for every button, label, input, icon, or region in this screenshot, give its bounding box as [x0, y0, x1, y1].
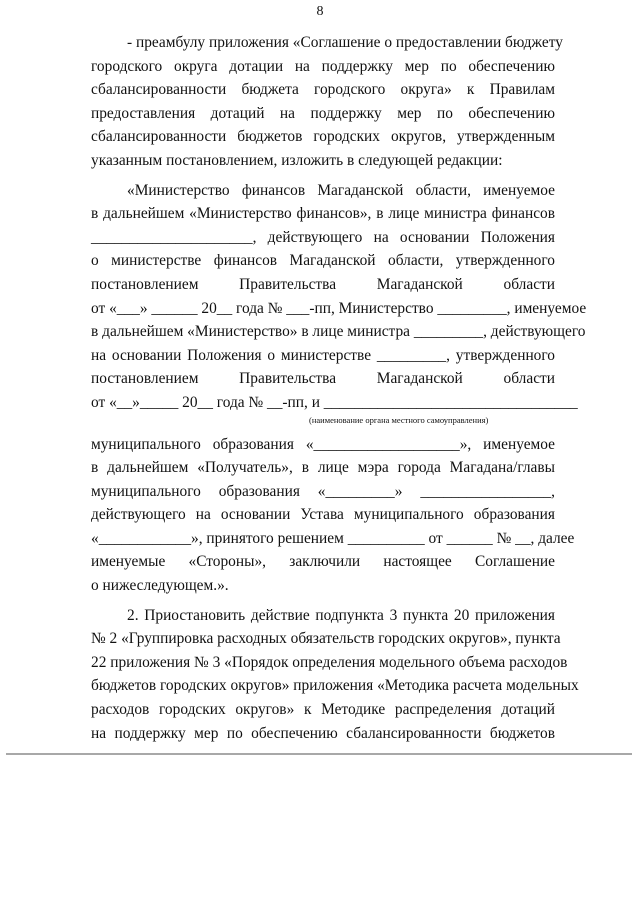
text-line: - преамбулу приложения «Соглашение о предоставлении бюджету — [127, 34, 563, 51]
document-body — [91, 31, 587, 745]
paragraph-item-2 — [91, 604, 579, 746]
text-line: сбалансированности бюджетов городских округов, утвержденным — [91, 128, 555, 146]
text-line: указанным постановлением, изложить в следующей редакции: — [91, 151, 503, 169]
page-number: 8 — [316, 4, 324, 19]
text-line: _____________________, действующего на основании Положения — [91, 228, 555, 246]
paragraph-agreement-part1 — [91, 179, 587, 415]
text-line: постановлением Правительства Магаданской области — [91, 370, 555, 388]
text-line: муниципального образования «___________________», именуемое — [91, 435, 555, 453]
text-line: «____________», принятого решением __________ от ______ № __, далее — [91, 529, 575, 547]
text-line: в дальнейшем «Министерство финансов», в лице министра финансов — [91, 205, 555, 223]
text-line: действующего на основании Устава муниципального образования — [91, 506, 555, 524]
paragraph-preamble-intro — [91, 31, 563, 173]
text-line: «Министерство финансов Магаданской области, именуемое — [127, 181, 555, 199]
text-line: именуемые «Стороны», заключили настоящее Соглашение — [91, 553, 555, 571]
text-line: о нижеследующем.». — [91, 577, 229, 595]
text-line: на основании Положения о министерстве _________, утвержденного — [91, 346, 555, 364]
page-separator-line — [6, 753, 632, 755]
field-caption: (наименование органа местного самоуправления) — [309, 414, 489, 425]
text-line: сбалансированности бюджета городского округа» к Правилам — [91, 81, 555, 99]
text-line: бюджетов городских округов» приложения «Методика расчета модельных — [91, 677, 579, 695]
text-line: от «___» ______ 20__ года № ___-пп, Министерство _________, именуемое — [91, 299, 587, 317]
text-line: городского округа дотации на поддержку мер по обеспечению — [91, 57, 555, 75]
text-line: предоставления дотаций на поддержку мер по обеспечению — [91, 104, 555, 122]
text-line: постановлением Правительства Магаданской области — [91, 275, 555, 293]
text-line: в дальнейшем «Получатель», в лице мэра города Магадана/главы — [91, 459, 555, 477]
text-line: от «__»_____ 20__ года № __-пп, и _________________________________ — [91, 393, 578, 411]
text-line: муниципального образования «_________» _________________, — [91, 482, 555, 500]
text-line: 2. Приостановить действие подпункта 3 пункта 20 приложения — [127, 606, 555, 624]
text-line: № 2 «Группировка расходных обязательств городских округов», пункта — [91, 630, 561, 648]
text-line: в дальнейшем «Министерство» в лице министра _________, действующего — [91, 323, 586, 341]
text-line: о министерстве финансов Магаданской области, утвержденного — [91, 252, 555, 270]
text-line: 22 приложения № 3 «Порядок определения модельного объема расходов — [91, 653, 568, 671]
text-line: на поддержку мер по обеспечению сбалансированности бюджетов — [91, 724, 555, 742]
text-line: расходов городских округов» к Методике распределения дотаций — [91, 701, 555, 719]
paragraph-agreement-part2 — [91, 433, 575, 598]
